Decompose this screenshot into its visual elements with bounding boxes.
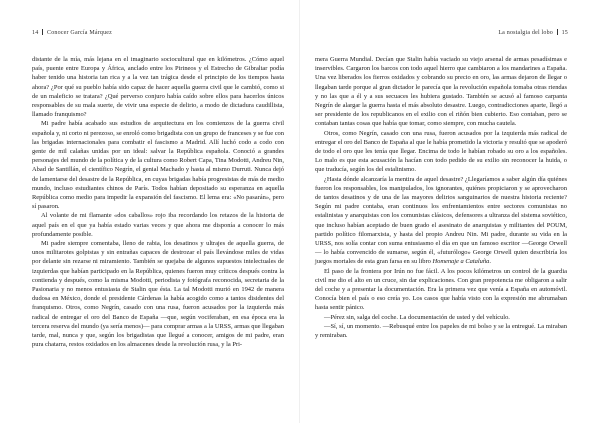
paragraph bbox=[315, 129, 567, 175]
running-head-rule bbox=[557, 29, 558, 35]
paragraph bbox=[32, 211, 284, 239]
paragraph-text: mera Guerra Mundial. Decían que Stalin había vaciado su viejo arsenal de armas pesadísimas e inservibles. Cargaron los barcos con todo aquel hierro que cambiaron a los mandarines a España. Una vez liberados los fierros oxidados y cobrando su precio en oro, las armas dejaron de llegar o llegaban tarde porque al gran dictador le parecía que la revolución española tomaba otras riendas y no las que a él y a sus secuaces les hubiera gustado. También se acusó al famoso carpanta Negrín de alargar la guerra hasta el más absoluto desastre. Luego, contradicciones aparte, llegó a ser presidente de los republicanos en el exilio con el riñón bien cubierto. Eso contaban, pero se contaban tantas cosas que había que tomar, como siempre, con mucha cautela. bbox=[315, 56, 567, 128]
right-running-head bbox=[498, 29, 568, 36]
left-running-title: Conocer García Márquez bbox=[47, 30, 113, 36]
paragraph-text: distante de la mía, más lejana en el imaginario sociocultural que en kilómetros. ¿Cómo aquel país, puente entre Europa y África, anclado entre los Pirineos y el Estrecho de Gibraltar podía haber tenido una historia tan rica y a la vez tan trágica desde el principio de los tiempos hasta ahora? ¿Por qué su pueblo había sido capaz de hacer aquella guerra civil que le cambió, como si de un maleficio se tratara? ¿Qué perverso conjuro había caído sobre ellos para hacerlos únicos responsables de su mala suerte, de vivir una especie de delirio, a modo de dictadura caudillista, llamado franquismo? bbox=[32, 56, 284, 119]
paragraph-text: El paso de la frontera por Irún no fue fácil. A los pocos kilómetros un control de la guardia civil me dio el alto en un cruce, sin dar explicaciones. Con gran prepotencia me obligaron a salir del coche y a presentar la documentación. Era la primera vez que venía a España en automóvil. Conocía bien el país o eso creía yo. Los casos que había visto con la expresión me abrumaban hasta sentir pánico. bbox=[315, 267, 567, 312]
paragraph bbox=[32, 55, 284, 119]
italic-title-text: Homenaje a Cataluña bbox=[432, 258, 490, 266]
paragraph-text: —Sí, sí, un momento. —Rebusqué entre los papeles de mi bolso y se la entregué. La miraban y remiraban. bbox=[315, 322, 567, 340]
paragraph-text: —Pérez sin, salga del coche. La documentación de usted y del vehículo. bbox=[324, 313, 510, 321]
paragraph bbox=[315, 55, 567, 129]
paragraph-text: Mi padre siempre comentaba, lleno de rabia, los desatinos y ultrajes de aquella guerra, de unos militarotes golpistas y sin entrañas capaces de destrozar el país llevándose miles de vidas por delante sin rezarse ni miramiento. También se quejaba de algunos supuestos intelectuales de izquierdas que habían participado en la República, quienes fueron muy críticos después contra la contienda y después, como la misma Modotti, periodista y fotógrafa reconocida, secretaria de la Pasionaria y no menos entusiasta de Stalin que ésta. La tal Modotti murió en 1942 de manera dudosa en México, donde el presidente Cárdenas la había acogido como a tantos disidentes del franquismo. Otros, como Negrín, casado con una rusa, fueron acusados por la izquierda más radical de entregar el oro del Banco de España —que, según vociferaban, en esa época era la tercera reserva del mundo (ya sería menos)— para comprar armas a la URSS, armas que llegaban tarde, mal, nunca y que, según los brigadistas que llegué a conocer, amigos de mi padre, eran pura chatarra, restos oxidados en los almacenes desde la revolución rusa, y la Pri- bbox=[32, 240, 284, 349]
paragraph bbox=[315, 267, 567, 313]
left-body-text bbox=[32, 55, 284, 350]
right-body-text bbox=[315, 55, 567, 340]
paragraph bbox=[32, 119, 284, 211]
left-page-number: 14 bbox=[32, 30, 39, 36]
paragraph-text: ¿Hasta dónde alcanzaría la mentira de aquel desastre? ¿Llegaríamos a saber algún día quiénes fueron los responsables, los manipulados, los ignorantes, quiénes propiciaron y se aprovecharon de tantos desatinos y de una de las mayores delirios sanguinarios de nuestra historia reciente? Según mi padre contaba, eran continuos los enfrentamientos entre sectores comunistas no estalinistas y anarquistas con los comunistas clásicos, defensores a ultranza del sistema soviético, que incluso habían aceptado de buen grado el asesinato de anarquistas y militantes del POUM, partido político filomarxista, y hasta del propio Andreu Nin. Mi padre, durante su vida en la URSS, nos solía contar con suma entusiasmo el día en que un famoso escritor —George Orwell— lo había convencido de sumarse, según él, «futurólogo» George Orwell quien describiría los juegos mortales de esta gran farsa en su libro bbox=[315, 175, 567, 266]
paragraph-text: Mi padre había acabado sus estudios de arquitectura en los comienzos de la guerra civil española y, ni corto ni perezoso, se enroló como brigadista con un grupo de franceses y se fue con las brigadas internacionales para combatir el fascismo a Madrid. Allí luchó codo a codo con gente de mil calañas unidas por un ideal: salvar la República española. Conoció a grandes personajes del mundo de la política y de la cultura como Robert Capa, Tina Modotti, Andreu Nin, Abad de Santillán, el científico Negrín, el genial Machado y hasta al mismo Durruti. Nunca dejó de lamentarse del desastre de la República, en cuyas brigadas había progresistas de más de medio mundo, incluso estudiantes chinos de París. Todos habían depositado su esperanza en aquella República como medio para impedir la expansión del fascismo. El lema era: «No pasarán», pero sí pasaron. bbox=[32, 120, 284, 211]
right-running-title: La nostalgia del lobo bbox=[498, 30, 553, 36]
paragraph bbox=[315, 313, 567, 322]
paragraph bbox=[315, 175, 567, 267]
paragraph-text: Otros, como Negrín, casado con una rusa, fueron acusados por la izquierda más radical de entregar el oro del Banco de España al que le había prometido la victoria y resultó que se apoderó de todo el oro que les tenía que llegar. Encima de todo le habían robado su oro a los españoles. Lo malo es que esta acusación la hacían con todo pedido de su exilio sin reconocer la huida, o que traducía, según los del estalinismo. bbox=[315, 129, 567, 174]
running-head-rule bbox=[42, 29, 43, 35]
paragraph bbox=[32, 239, 284, 349]
paragraph-text: Al volante de mi flamante «dos caballos» rojo iba recordando los retazos de la historia de aquel país en el que ya había estado varias veces y que ahora me disponía a conocer lo más profundamente posible. bbox=[32, 212, 284, 238]
right-page-number: 15 bbox=[561, 30, 568, 36]
right-page bbox=[300, 0, 600, 423]
left-running-head bbox=[32, 29, 112, 36]
paragraph-text: . bbox=[489, 258, 491, 266]
paragraph bbox=[315, 322, 567, 340]
